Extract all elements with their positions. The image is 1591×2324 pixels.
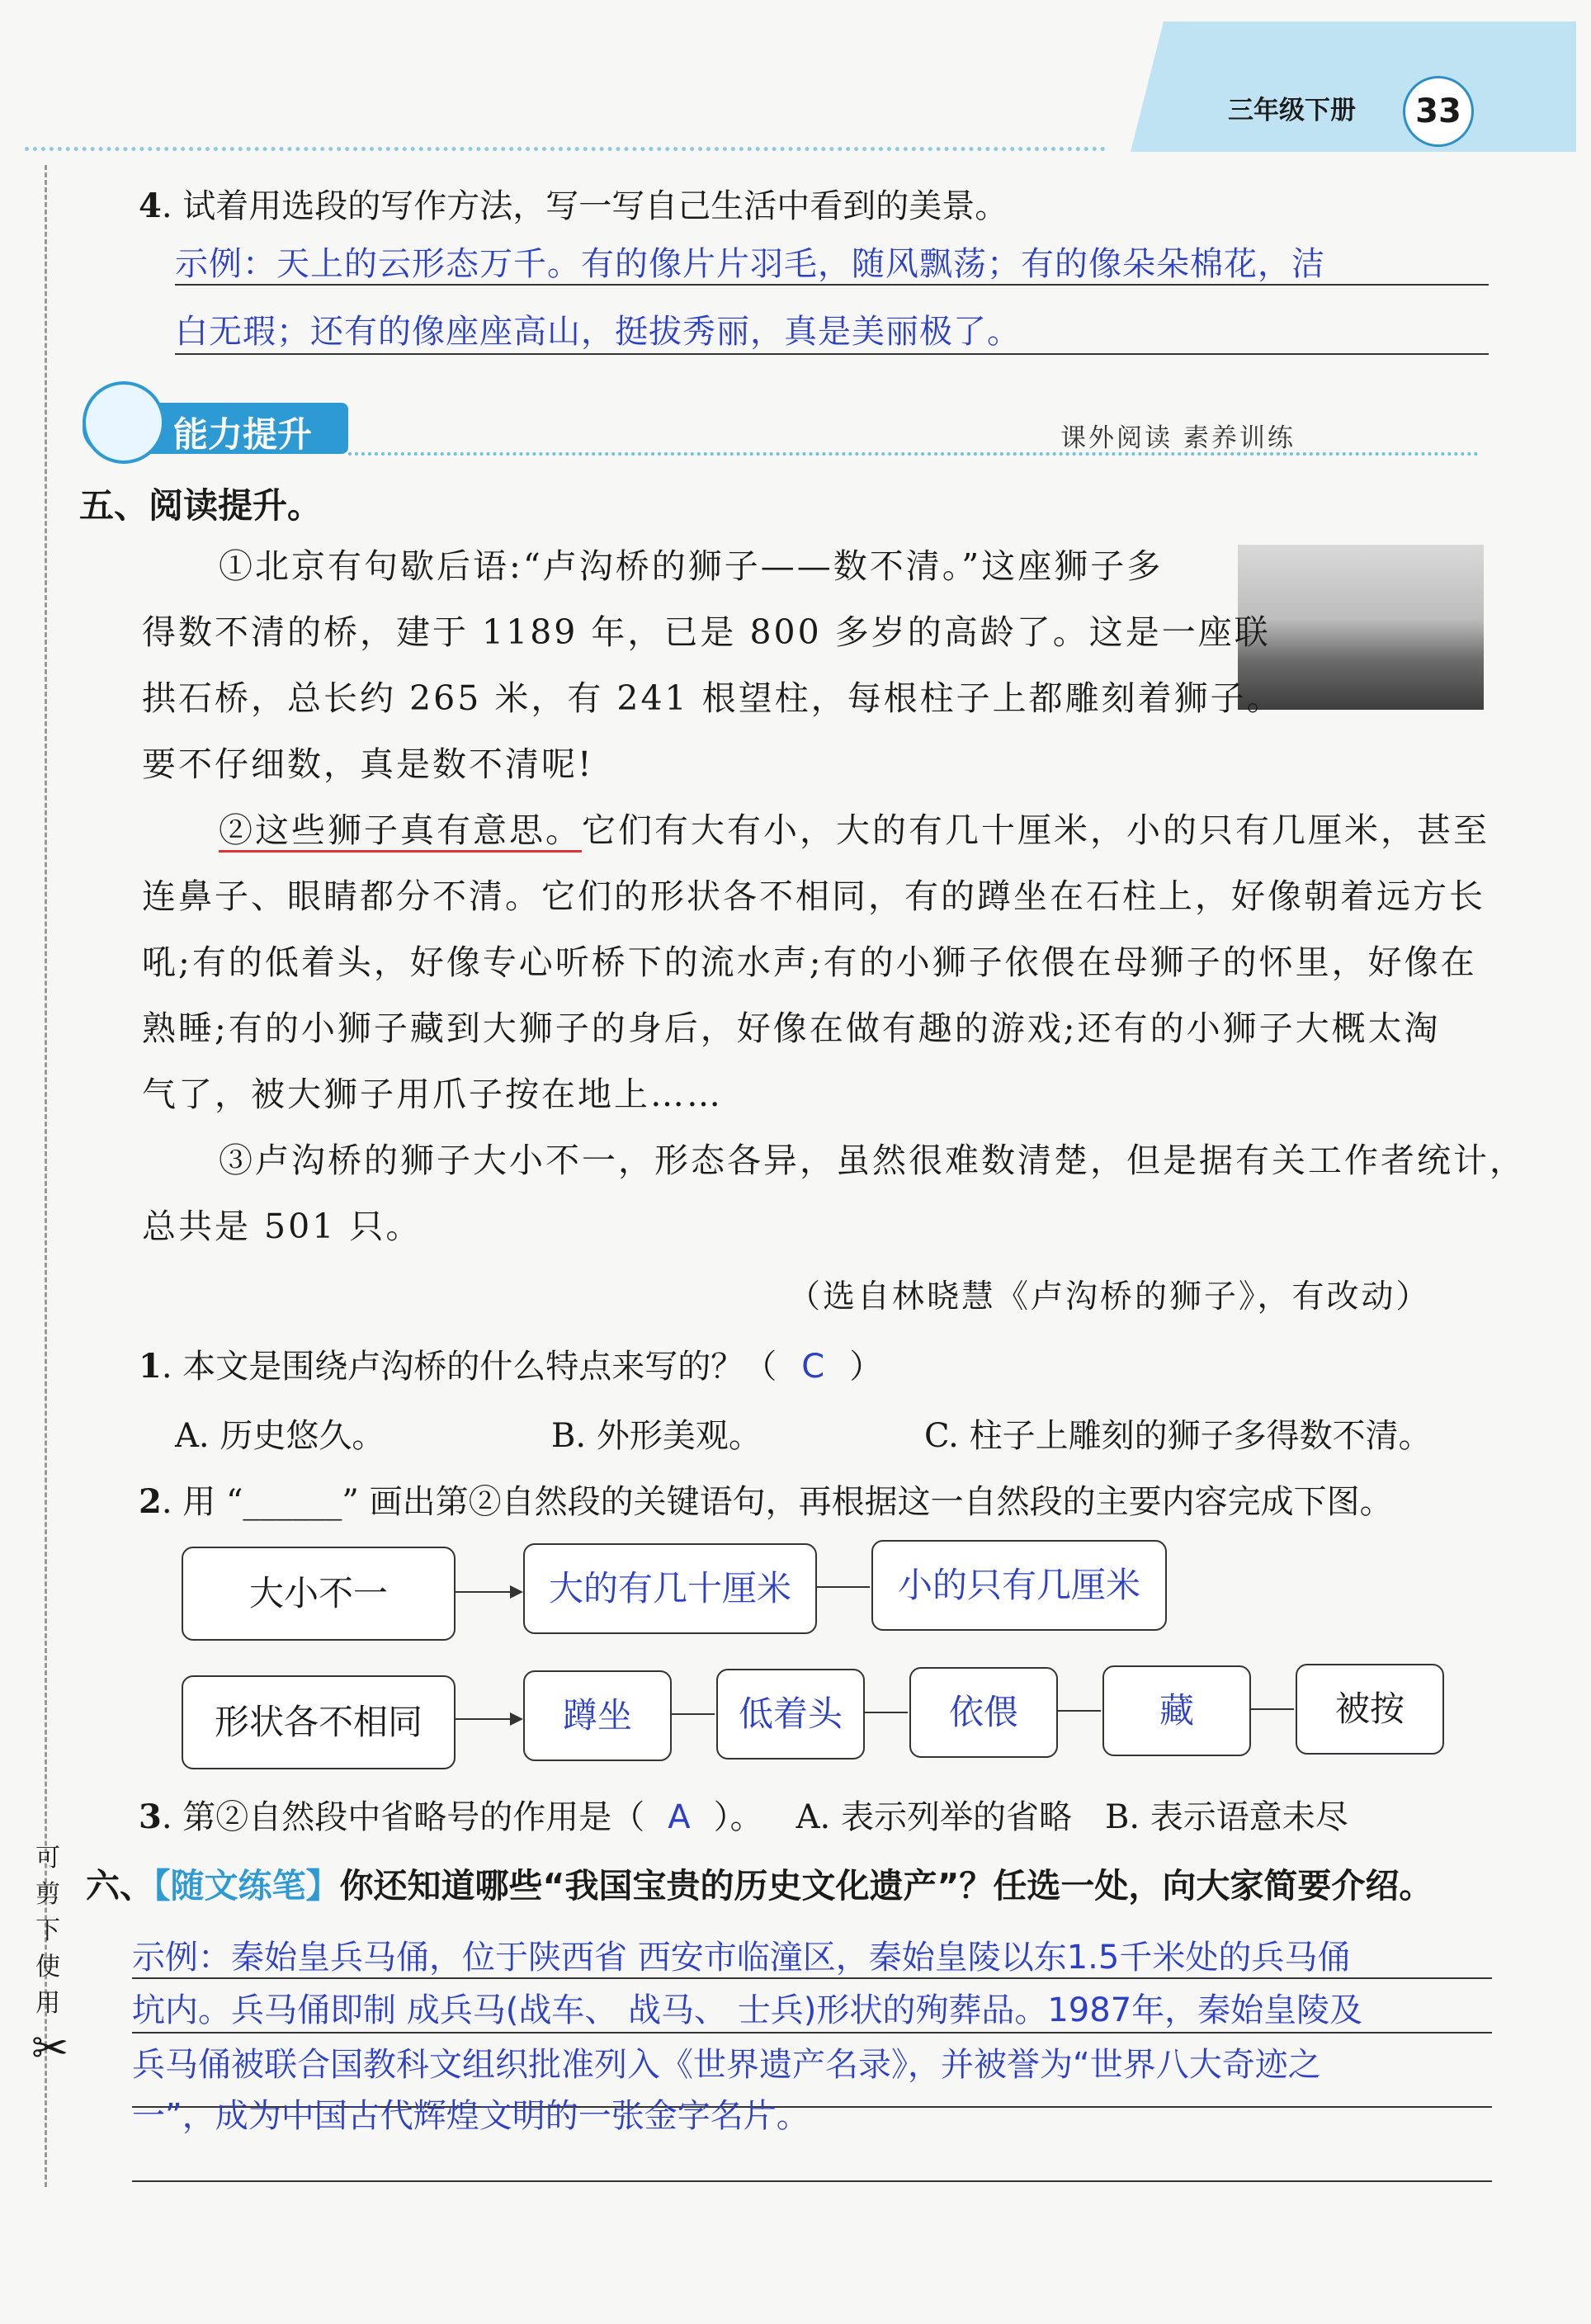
passage-p2-line4: 熟睡;有的小狮子藏到大狮子的身后，好像在做有趣的游戏;还有的小狮子大概太淘 (142, 1008, 1441, 1048)
scissors-icon: ✂ (31, 2022, 69, 2074)
q3-option-a: A. 表示列举的省略 (796, 1798, 1072, 1836)
answer-rule (175, 284, 1489, 286)
header-band (1131, 21, 1576, 152)
passage-p3-line1: ③卢沟桥的狮子大小不一，形态各异，虽然很难数清楚，但是据有关工作者统计， (219, 1141, 1526, 1180)
section6-answer-line1: 示例：秦始皇兵马俑，位于陕西省 西安市临潼区，秦始皇陵以东1.5千米处的兵马俑 (132, 1939, 1351, 1977)
answer-rule (175, 353, 1489, 355)
connector (1058, 1710, 1101, 1712)
section6-answer-line3: 兵马俑被联合国教科文组织批准列入《世界遗产名录》，并被誉为“世界八大奇迹之 (132, 2046, 1321, 2084)
answer-rule (132, 1977, 1492, 1979)
section6-heading: 六、【随文练笔】你还知道哪些“我国宝贵的历史文化遗产”？任选一处，向大家简要介绍。 (86, 1866, 1433, 1906)
answer-rule (132, 2180, 1492, 2182)
arrow (456, 1591, 522, 1593)
passage-p2-line1: ②这些狮子真有意思。它们有大有小，大的有几十厘米，小的只有几厘米，甚至 (219, 797, 1489, 863)
connector (865, 1712, 908, 1713)
banner-divider (348, 452, 1479, 456)
connector (1251, 1708, 1294, 1710)
q3-answer: A (668, 1798, 691, 1836)
q3-option-b: B. 表示语意未尽 (1104, 1798, 1348, 1836)
passage-p1-line2: 得数不清的桥，建于 1189 年，已是 800 多岁的高龄了。这是一座联 (142, 612, 1271, 652)
diagram-row2-item2: 低着头 (716, 1669, 865, 1760)
diagram-row2-item3: 依偎 (909, 1667, 1058, 1758)
arrow (456, 1718, 522, 1720)
diagram-row1-item2: 小的只有几厘米 (871, 1540, 1167, 1631)
q1-option-b: B. 外形美观。 (551, 1417, 762, 1455)
banner-title: 能力提升 (173, 414, 313, 455)
section6-tag: 【随文练笔】 (153, 1866, 340, 1906)
section6-answer-line4: 一”，成为中国古代辉煌文明的一张金字名片。 (132, 2097, 810, 2135)
banner-subtitle: 课外阅读 素养训练 (1060, 423, 1296, 453)
key-sentence: ②这些狮子真有意思。 (219, 810, 582, 853)
passage-p3-line2: 总共是 501 只。 (142, 1207, 423, 1246)
q4-answer-line1: 示例：天上的云形态万千。有的像片片羽毛，随风飘荡；有的像朵朵棉花，洁 (175, 245, 1325, 283)
satellite-dish-icon (83, 381, 165, 464)
passage-p1-line3: 拱石桥，总长约 265 米，有 241 根望柱，每根柱子上都雕刻着狮子。 (142, 678, 1283, 718)
q3: 3. 第②自然段中省略号的作用是（ A ）。 A. 表示列举的省略 B. 表示语意未尽 (139, 1797, 1348, 1836)
passage-p2-line3: 吼;有的低着头，好像专心听桥下的流水声;有的小狮子依偎在母狮子的怀里，好像在 (142, 942, 1477, 982)
grade-title: 三年级下册 (1228, 96, 1356, 125)
page-number: 33 (1403, 76, 1474, 147)
passage-p1-line1: ①北京有句歇后语:“卢沟桥的狮子——数不清。”这座狮子多 (219, 546, 1164, 586)
q1: 1. 本文是围绕卢沟桥的什么特点来写的？（ C ） (139, 1347, 883, 1386)
answer-rule (132, 2032, 1492, 2034)
diagram-row2-label: 形状各不相同 (182, 1675, 456, 1769)
diagram-row1-item1: 大的有几十厘米 (523, 1543, 817, 1634)
passage-p2-line2: 连鼻子、眼睛都分不清。它们的形状各不相同，有的蹲坐在石柱上，好像朝着远方长 (142, 876, 1485, 916)
connector (672, 1713, 715, 1715)
section6-answer-line2: 坑内。兵马俑即制 成兵马(战车、 战马、 士兵)形状的殉葬品。1987年，秦始皇陵及 (132, 1991, 1363, 2029)
diagram-row1-label: 大小不一 (182, 1547, 456, 1641)
connector (817, 1586, 870, 1588)
cut-label: 可 剪 下 使 用 ✂ (31, 1844, 69, 2074)
passage-source: （选自林晓慧《卢沟桥的狮子》，有改动） (788, 1278, 1431, 1316)
passage-p2-line5: 气了，被大狮子用爪子按在地上…… (142, 1075, 723, 1114)
diagram-row2-item5: 被按 (1296, 1664, 1444, 1755)
q1-option-a: A. 历史悠久。 (175, 1417, 385, 1455)
diagram-row2-item4: 藏 (1102, 1665, 1251, 1756)
section5-heading: 五、阅读提升。 (79, 485, 323, 526)
header-divider (25, 147, 1106, 151)
q2: 2. 用 “______” 画出第②自然段的关键语句，再根据这一自然段的主要内容完成下图。 (139, 1482, 1393, 1521)
passage-p1-line4: 要不仔细数，真是数不清呢! (142, 744, 594, 784)
q4-prompt: 4. 试着用选段的写作方法，写一写自己生活中看到的美景。 (139, 187, 1008, 225)
diagram-row2-item1: 蹲坐 (523, 1670, 672, 1761)
q1-option-c: C. 柱子上雕刻的狮子多得数不清。 (924, 1417, 1432, 1455)
q1-answer: C (801, 1348, 825, 1386)
q4-answer-line2: 白无瑕；还有的像座座高山，挺拔秀丽，真是美丽极了。 (175, 313, 1021, 351)
